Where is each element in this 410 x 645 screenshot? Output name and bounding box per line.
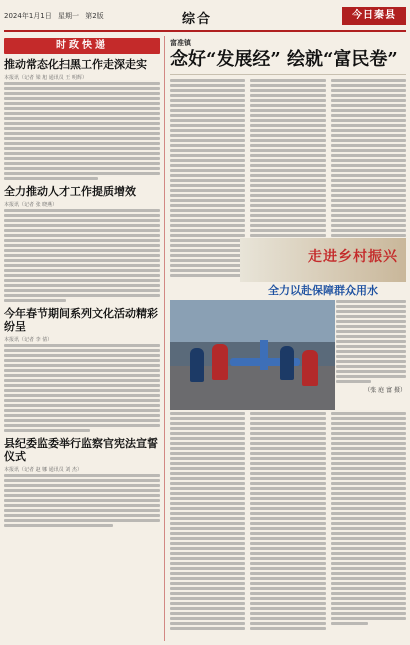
feature-title: 念好“发展经” 绘就“富民卷” <box>170 49 406 75</box>
article-3 <box>4 307 160 432</box>
article-3-title: 今年春节期间系列文化活动精彩纷呈 <box>4 307 158 333</box>
photo-caption <box>336 300 406 410</box>
feature-kicker: 富准镇 <box>170 39 191 47</box>
article-4-title: 县纪委监委举行监察官宪法宣誓仪式 <box>4 437 158 463</box>
left-column <box>4 38 160 532</box>
article-1-byline: 本报讯（记者 梁 旭 通讯员 王 明辉） <box>4 75 87 81</box>
promo-title: 走进乡村振兴 <box>308 249 398 265</box>
photo-credit: （张 庭 富 摄） <box>364 387 406 394</box>
workers-photo <box>170 300 335 410</box>
article-4 <box>4 437 160 527</box>
issue-date <box>4 11 108 21</box>
article-4-byline: 本报讯（记者 赵 娜 通讯员 刘 杰） <box>4 467 82 473</box>
article-2 <box>4 185 160 302</box>
column-divider <box>164 36 165 641</box>
article-1 <box>4 58 160 180</box>
article-1-title: 推动常态化扫黑工作走深走实 <box>4 58 147 71</box>
promo-banner <box>240 238 406 282</box>
bottom-body <box>170 412 406 632</box>
page-number: 第2版 <box>85 12 104 20</box>
newspaper-logo: 今日秦县 <box>342 7 406 25</box>
news-banner: 时政快递 <box>4 38 160 54</box>
weekday-text: 星期一 <box>57 12 79 20</box>
article-3-byline: 本报讯（记者 李 倩） <box>4 337 53 343</box>
date-text: 2024年1月1日 <box>4 12 52 20</box>
article-2-byline: 本报讯（记者 张 晓燕） <box>4 202 58 208</box>
page-header <box>4 4 406 32</box>
section-title: 综合 <box>182 12 213 27</box>
photo-story-title: 全力以赴保障群众用水 <box>268 284 378 297</box>
article-2-title: 全力推动人才工作提质增效 <box>4 185 136 198</box>
